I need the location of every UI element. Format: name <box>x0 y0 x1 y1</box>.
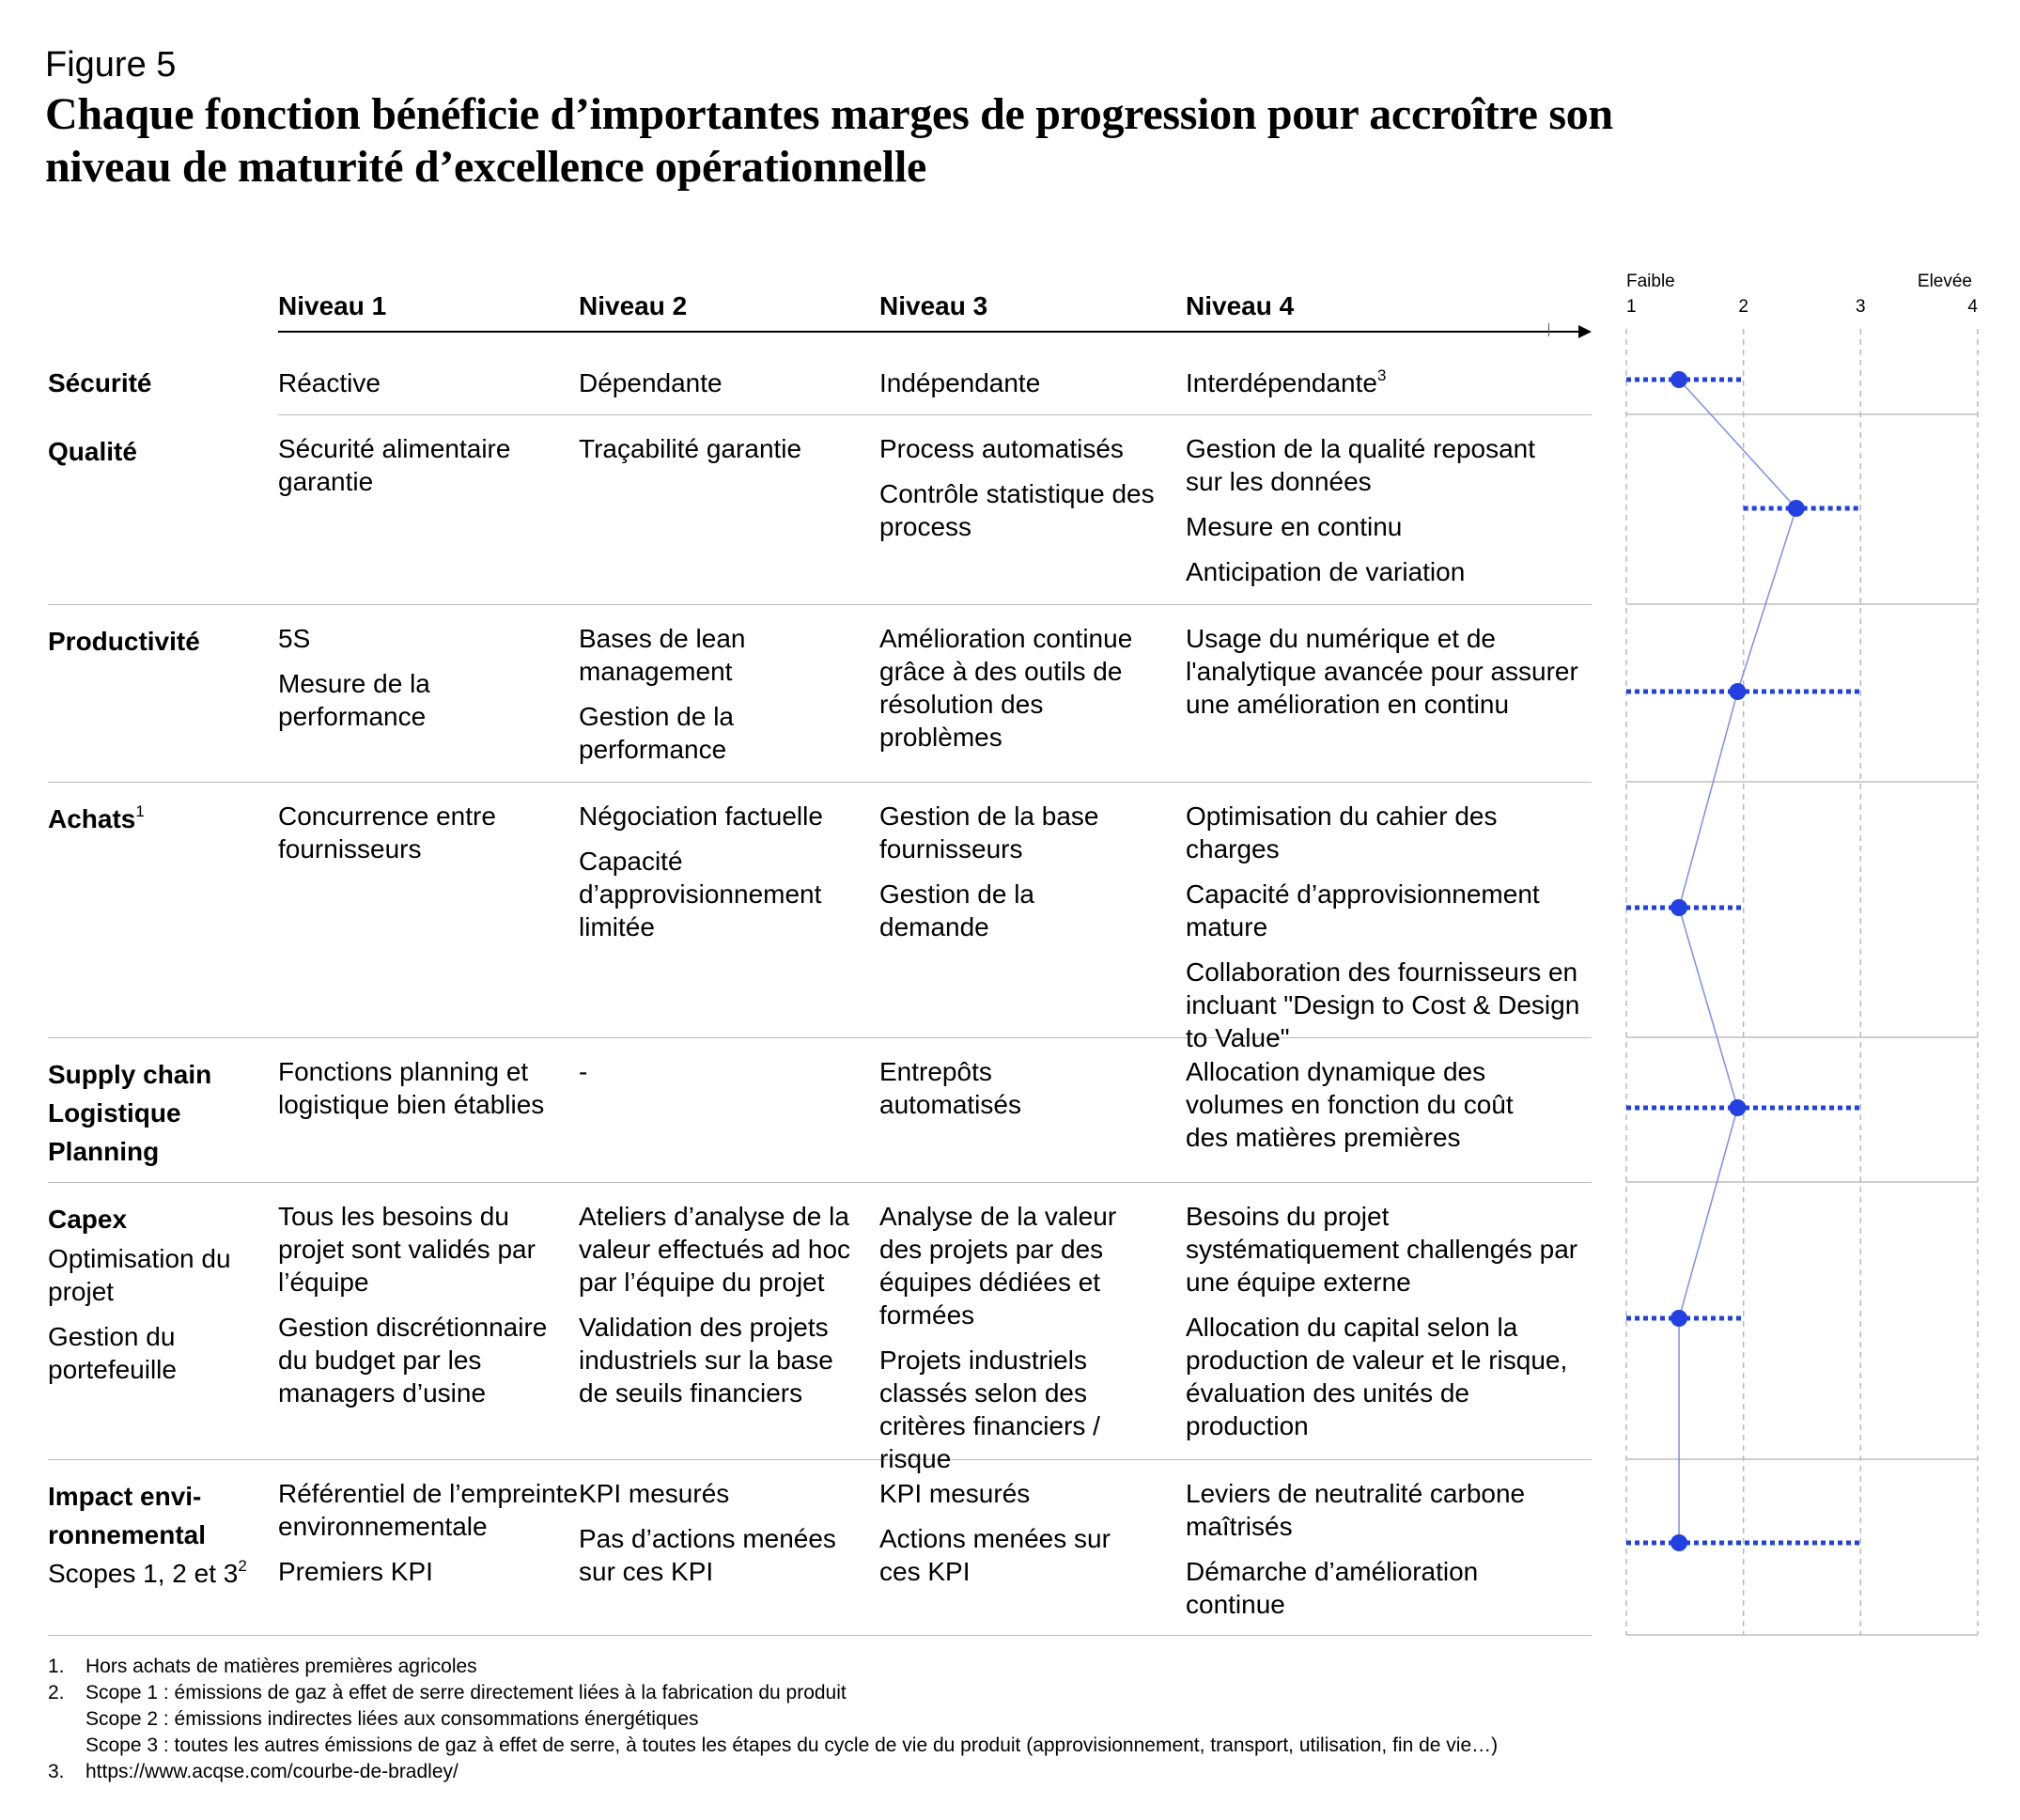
footnote-2: 2. Scope 1 : émissions de gaz à effet de serre directement liées à la fabrication du produit <box>48 1682 847 1703</box>
cell-supply-n3: Entrepôts automatisés <box>879 1057 1021 1119</box>
cell-productivite-n2: Bases de lean management Gestion de la performance <box>579 624 746 764</box>
footnote-1: 1. Hors achats de matières premières agricoles <box>48 1656 477 1677</box>
cell-capex-n3: Analyse de la valeur des projets par des équipes dédiées et formées Projets industriels classés selon des critères financiers / risque <box>879 1202 1117 1473</box>
cell-impact-n1: Référentiel de l’empreinte environnementale Premiers KPI <box>278 1479 579 1586</box>
chart-tick-label: 2 <box>1738 297 1748 317</box>
cell-capex-n4: Besoins du projet systématiquement challengés par une équipe externe Allocation du capital selon la production de valeur et le risque, évaluation des unités de production <box>1186 1202 1578 1440</box>
footnote-ref-1: 1 <box>135 802 145 820</box>
footnote-2-scope-3: Scope 3 : toutes les autres émissions de gaz à effet de serre, à toutes les étapes du cycle de vie du produit (approvisionnement, transport, utilisation, fin de vie…) <box>85 1734 1499 1756</box>
cell-productivite-n4: Usage du numérique et de l'analytique avancée pour assurer une amélioration en continu <box>1186 624 1578 719</box>
cell-supply-n1: Fonctions planning et logistique bien établies <box>278 1057 545 1119</box>
cell-achats-n3: Gestion de la base fournisseurs Gestion de la demande <box>879 801 1099 941</box>
cell-capex-n2: Ateliers d’analyse de la valeur effectués ad hoc par l’équipe du projet Validation des projets industriels sur la base de seuils financiers <box>579 1202 851 1408</box>
cell-qualite-n2: Traçabilité garantie <box>579 434 802 463</box>
cell-securite-n2: Dépendante <box>579 368 723 397</box>
footnote-3: 3. https://www.acqse.com/courbe-de-bradley/ <box>48 1761 458 1782</box>
score-point <box>1670 899 1687 916</box>
chart-tick-label: 1 <box>1626 297 1637 317</box>
score-point <box>1729 1099 1746 1116</box>
level-header-4: Niveau 4 <box>1186 291 1295 320</box>
row-label-impact: Impact envi- ronnemental Scopes 1, 2 et $3^2$ <box>48 1482 247 1588</box>
row-label-supply-chain: Supply chain Logistique Planning <box>48 1060 212 1166</box>
cell-qualite-n3: Process automatisés Contrôle statistique des process <box>879 434 1155 541</box>
row-label-capex: Capex <box>48 1205 128 1234</box>
cell-productivite-n1: 5S Mesure de la performance <box>278 624 430 731</box>
footnote-ref-2: 2 <box>238 1557 247 1575</box>
chart-tick-label: 4 <box>1967 297 1978 317</box>
axis-high-label: Elevée <box>1917 272 1972 291</box>
cell-qualite-n1: Sécurité alimentaire garantie <box>278 434 511 496</box>
cell-productivite-n3: Amélioration continue grâce à des outils de résolution des problèmes <box>879 624 1133 752</box>
score-line <box>1679 380 1796 1543</box>
row-label-productivite: Productivité <box>48 627 200 656</box>
row-label-securite: Sécurité <box>48 368 152 397</box>
row-sublabels-capex: Optimisation du projet Gestion du portefeuille <box>48 1244 231 1384</box>
cell-achats-n4: Optimisation du cahier des charges Capacité d’approvisionnement mature Collaboration des fournisseurs en incluant "Design to Cost & Design to Value" <box>1186 801 1580 1052</box>
footnotes <box>48 1654 1498 1785</box>
cell-impact-n3: KPI mesurés Actions menées sur ces KPI <box>879 1479 1111 1586</box>
level-header-2: Niveau 2 <box>579 291 688 320</box>
axis-low-label: Faible <box>1626 272 1675 291</box>
figure-title: Chaque fonction bénéficie d’importantes marges de progression pour accroître son niveau de maturité d’excellence opérationnelle <box>45 89 1613 192</box>
cell-impact-n4: Leviers de neutralité carbone maîtrisés Démarche d’amélioration continue <box>1186 1479 1526 1619</box>
figure-label: Figure 5 <box>45 45 177 85</box>
score-point <box>1670 1310 1687 1327</box>
cell-supply-n2: - <box>579 1057 588 1086</box>
cell-achats-n2: Négociation factuelle Capacité d’approvisionnement limitée <box>579 801 823 941</box>
cell-securite-n1: Réactive <box>278 368 381 397</box>
row-label-qualite: Qualité <box>48 437 137 466</box>
row-label-achats: Achats$^1$ <box>48 802 145 833</box>
score-point <box>1729 683 1746 700</box>
score-point <box>1670 1534 1687 1551</box>
score-point <box>1788 500 1805 517</box>
cell-securite-n3: Indépendante <box>879 368 1041 397</box>
score-point <box>1670 371 1687 388</box>
cell-impact-n2: KPI mesurés Pas d’actions menées sur ces KPI <box>579 1479 836 1586</box>
cell-capex-n1: Tous les besoins du projet sont validés par l’équipe Gestion discrétionnaire du budget par les managers d’usine <box>278 1202 548 1408</box>
level-header-1: Niveau 1 <box>278 291 387 320</box>
cell-securite-n4: Interdépendante$^3$ <box>1186 366 1387 397</box>
cell-achats-n1: Concurrence entre fournisseurs <box>278 801 496 863</box>
cell-supply-n4: Allocation dynamique des volumes en fonction du coût des matières premières <box>1186 1057 1514 1152</box>
chart-tick-label: 3 <box>1856 297 1866 317</box>
cell-qualite-n4: Gestion de la qualité reposant sur les données Mesure en continu Anticipation de variation <box>1186 434 1536 586</box>
level-header-3: Niveau 3 <box>879 291 988 320</box>
footnote-2-scope-2: Scope 2 : émissions indirectes liées aux consommations énergétiques <box>85 1708 699 1730</box>
footnote-ref-3: 3 <box>1376 366 1387 384</box>
